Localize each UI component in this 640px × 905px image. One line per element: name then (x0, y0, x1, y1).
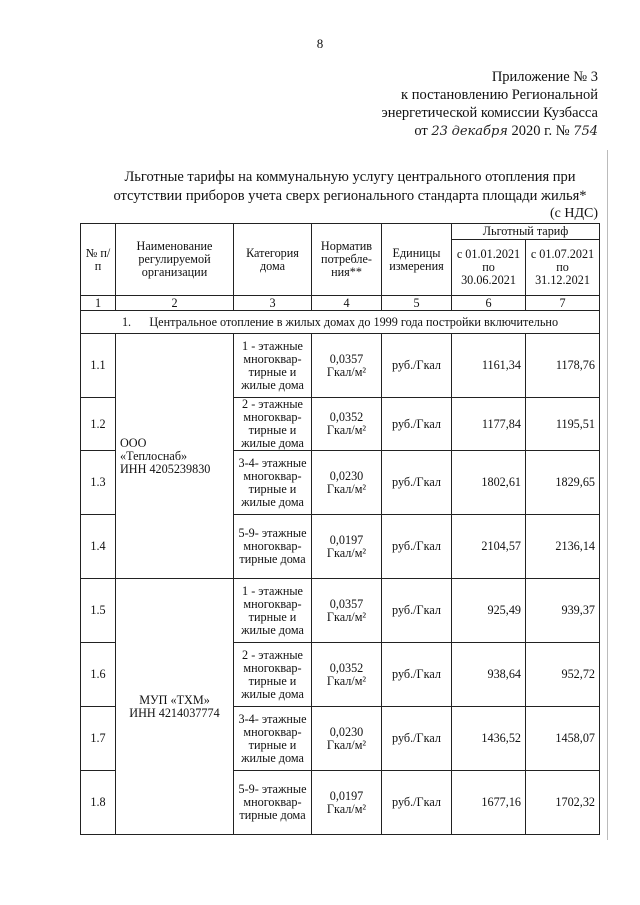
date-month: декабря (451, 124, 508, 139)
norm-unit: Гкал/м² (326, 801, 367, 816)
norm-unit: Гкал/м² (326, 423, 367, 437)
row-norm (312, 579, 382, 643)
row-units: руб./Гкал (382, 451, 452, 515)
title-line-2: отсутствии приборов учета сверх регионального стандарта площади жилья* (113, 188, 587, 204)
norm-unit: Гкал/м² (326, 364, 367, 379)
row-tariff-1: 925,49 (452, 579, 526, 643)
row-category: 1 - этажные многоквар- тирные и жилые дома (234, 334, 312, 398)
header-row-1 (81, 224, 600, 240)
vat-note: (с НДС) (549, 206, 598, 221)
org-inn: ИНН 4205239830 (120, 461, 211, 476)
norm-unit: Гкал/м² (326, 673, 367, 688)
row-num: 1.3 (81, 451, 116, 515)
row-norm (312, 643, 382, 707)
header-num: № п/п (81, 224, 116, 296)
row-units: руб./Гкал (382, 398, 452, 451)
col-number: 7 (526, 296, 600, 311)
row-num: 1.7 (81, 707, 116, 771)
page-number: 8 (316, 36, 324, 51)
norm-value: 0,0357 (329, 351, 364, 366)
row-tariff-2: 1195,51 (526, 398, 600, 451)
appendix-date-line (381, 122, 598, 141)
row-tariff-1: 1802,61 (452, 451, 526, 515)
row-tariff-2: 1829,65 (526, 451, 600, 515)
row-units: руб./Гкал (382, 515, 452, 579)
norm-unit: Гкал/м² (326, 737, 367, 752)
row-tariff-1: 1177,84 (452, 398, 526, 451)
appendix-line-3: энергетической комиссии Кузбасса (381, 105, 598, 121)
org-name-line: «Теплоснаб» (120, 448, 188, 463)
row-norm (312, 451, 382, 515)
row-category: 5-9- этажные многоквар- тирные дома (234, 771, 312, 835)
appendix-line-2: к постановлению Региональной (401, 87, 598, 103)
header-category: Категория дома (234, 224, 312, 296)
norm-value: 0,0230 (329, 724, 364, 739)
tariff-table (80, 223, 600, 835)
table-row (81, 579, 600, 643)
row-tariff-1: 1436,52 (452, 707, 526, 771)
org-inn: ИНН 4214037774 (129, 705, 220, 720)
norm-value: 0,0352 (329, 410, 364, 424)
col-number: 5 (382, 296, 452, 311)
org-cell (116, 579, 234, 835)
section-title (81, 311, 600, 334)
document-title (100, 168, 600, 206)
col-number: 4 (312, 296, 382, 311)
row-norm (312, 398, 382, 451)
date-prefix: от (414, 123, 428, 139)
header-norm: Норматив потребле- ния** (312, 224, 382, 296)
row-tariff-2: 1702,32 (526, 771, 600, 835)
org-cell (116, 334, 234, 579)
row-category: 3-4- этажные многоквар- тирные и жилые дома (234, 707, 312, 771)
row-tariff-1: 938,64 (452, 643, 526, 707)
header-tariff-group: Льготный тариф (452, 224, 600, 240)
org-name-line: МУП «ТХМ» (139, 692, 210, 707)
row-units: руб./Гкал (382, 334, 452, 398)
row-units: руб./Гкал (382, 579, 452, 643)
appendix-line-1: Приложение № 3 (491, 69, 598, 85)
row-num: 1.5 (81, 579, 116, 643)
row-tariff-2: 952,72 (526, 643, 600, 707)
header-units: Единицы измерения (382, 224, 452, 296)
row-tariff-1: 1161,34 (452, 334, 526, 398)
row-category: 1 - этажные многоквар- тирные и жилые дома (234, 579, 312, 643)
org-name-line: ООО (120, 435, 147, 450)
row-units: руб./Гкал (382, 707, 452, 771)
table-row (81, 334, 600, 398)
row-norm (312, 707, 382, 771)
col-number: 1 (81, 296, 116, 311)
date-year: 2020 г. № (511, 123, 570, 139)
row-category: 5-9- этажные многоквар- тирные дома (234, 515, 312, 579)
row-tariff-1: 1677,16 (452, 771, 526, 835)
row-category: 2 - этажные многоквар- тирные и жилые дома (234, 398, 312, 451)
row-norm (312, 515, 382, 579)
norm-unit: Гкал/м² (326, 545, 367, 560)
norm-value: 0,0197 (329, 788, 364, 803)
norm-value: 0,0357 (329, 596, 364, 611)
row-num: 1.2 (81, 398, 116, 451)
col-number: 3 (234, 296, 312, 311)
row-num: 1.8 (81, 771, 116, 835)
row-tariff-2: 1458,07 (526, 707, 600, 771)
row-num: 1.4 (81, 515, 116, 579)
norm-unit: Гкал/м² (326, 609, 367, 624)
row-tariff-2: 1178,76 (526, 334, 600, 398)
row-category: 2 - этажные многоквар- тирные и жилые дома (234, 643, 312, 707)
col-number: 6 (452, 296, 526, 311)
col-number: 2 (116, 296, 234, 311)
row-norm (312, 771, 382, 835)
row-num: 1.6 (81, 643, 116, 707)
header-period-2: с 01.07.2021 по 31.12.2021 (526, 240, 600, 296)
column-number-row (81, 296, 600, 311)
row-tariff-2: 939,37 (526, 579, 600, 643)
doc-number: 754 (573, 124, 598, 139)
margin-line (607, 150, 608, 840)
row-tariff-2: 2136,14 (526, 515, 600, 579)
header-period-1: с 01.01.2021 по 30.06.2021 (452, 240, 526, 296)
date-day: 23 (431, 124, 448, 139)
row-category: 3-4- этажные многоквар- тирные и жилые дома (234, 451, 312, 515)
section-row (81, 311, 600, 334)
section-label: Центральное отопление в жилых домах до 1999 года постройки включительно (149, 314, 559, 329)
row-num: 1.1 (81, 334, 116, 398)
row-units: руб./Гкал (382, 771, 452, 835)
norm-unit: Гкал/м² (326, 481, 367, 496)
row-tariff-1: 2104,57 (452, 515, 526, 579)
row-norm (312, 334, 382, 398)
header-org: Наименование регулируемой организации (116, 224, 234, 296)
norm-value: 0,0352 (329, 660, 364, 675)
norm-value: 0,0197 (329, 532, 364, 547)
norm-value: 0,0230 (329, 468, 364, 483)
section-num: 1. (121, 314, 132, 329)
title-line-1: Льготные тарифы на коммунальную услугу центрального отопления при (124, 169, 576, 185)
appendix-header (381, 68, 598, 141)
row-units: руб./Гкал (382, 643, 452, 707)
